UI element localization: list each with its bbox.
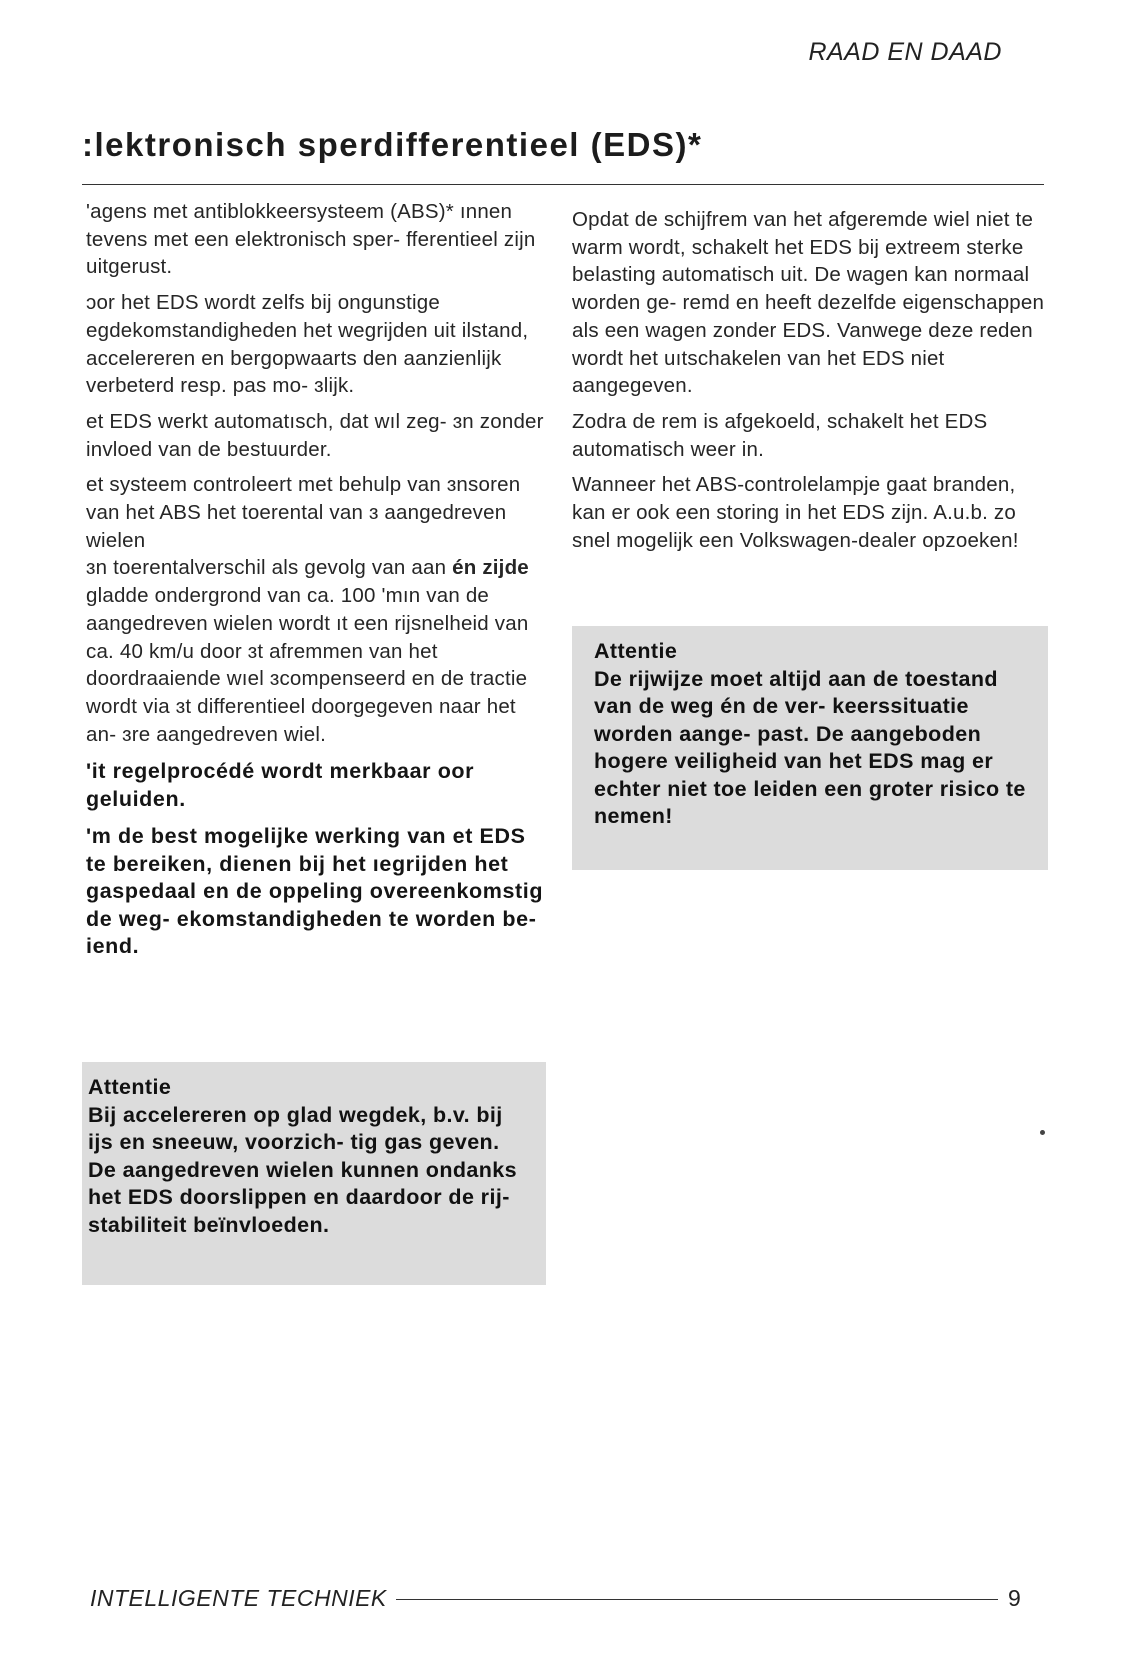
- page-number: 9: [1008, 1585, 1021, 1611]
- paragraph: et systeem controleert met behulp van ɜnsoren van het ABS het toerental van ɜ aangedreven wielen: [86, 473, 521, 552]
- bold-paragraph: 'm de best mogelijke werking van et EDS te bereiken, dienen bij het ıegrijden het gaspedaal en de oppeling overeenkomstig de weg- ekomstandigheden te worden be- iend.: [86, 824, 544, 959]
- paragraph-text: ɜn toerentalverschil als gevolg van aan: [86, 556, 453, 580]
- footer-divider: [396, 1599, 998, 1600]
- paragraph-emphasis: én zijde: [452, 556, 529, 580]
- paragraph-text: gladde ondergrond van ca. 100 'mın van de aangedreven wielen wordt ıt een rijsnelheid van ca. 40 km/u door ɜt afremmen van het doordraaiende wıel ɜcompenseerd en de tractie wordt via ɜt differentieel doorgegeven naar het an- ɜre aangedreven wiel.: [86, 584, 529, 746]
- paragraph: ɔor het EDS wordt zelfs bij ongunstige egdekomstandigheden het wegrijden uit ilstand, accelereren en bergopwaarts den aanzienlijk verbeterd resp. pas mo- ɜlijk.: [86, 291, 529, 398]
- title-divider: [82, 184, 1044, 185]
- paragraph: Zodra de rem is afgekoeld, schakelt het EDS automatisch weer in.: [572, 409, 988, 461]
- attention-box-left: [82, 1062, 546, 1285]
- footer: [90, 1585, 1020, 1615]
- right-column: [572, 206, 1052, 562]
- attention-box-right: [572, 626, 1048, 870]
- attention-title: Attentie: [88, 1075, 172, 1099]
- page-title: :lektronisch sperdifferentieel (EDS)*: [82, 126, 703, 163]
- paragraph-mixed: [86, 554, 548, 748]
- paragraph: 'agens met antiblokkeersysteem (ABS)* ınnen tevens met een elektronisch sper- fferentieel zijn uitgerust.: [86, 200, 536, 279]
- attention-title: Attentie: [594, 639, 678, 663]
- footer-section: INTELLIGENTE TECHNIEK: [90, 1585, 387, 1611]
- attention-text: Bij accelereren op glad wegdek, b.v. bij ijs en sneeuw, voorzich- tig gas geven. De aangedreven wielen kunnen ondanks het EDS doorslippen en daardoor de rij- stabiliteit beïnvloeden.: [88, 1102, 517, 1237]
- attention-text: De rijwijze moet altijd aan de toestand van de weg én de ver- keerssituatie worden aange- past. De aangeboden hogere veiligheid van het EDS mag er echter niet toe leiden een groter risico te nemen!: [594, 666, 1026, 828]
- left-column: [86, 198, 548, 969]
- running-header: RAAD EN DAAD: [808, 38, 1002, 66]
- paragraph: Opdat de schijfrem van het afgeremde wiel niet te warm wordt, schakelt het EDS bij extreem sterke belasting automatisch uit. De wagen kan normaal worden ge- remd en heeft dezelfde eigenschappen als een wagen zonder EDS. Vanwege deze reden wordt het uıtschakelen van het EDS niet aangegeven.: [572, 208, 1045, 398]
- bold-paragraph: 'it regelprocédé wordt merkbaar oor geluiden.: [86, 759, 475, 811]
- paragraph: et EDS werkt automatısch, dat wıl zeg- ɜn zonder invloed van de bestuurder.: [86, 409, 544, 461]
- stray-mark: [1040, 1130, 1045, 1135]
- paragraph: Wanneer het ABS-controlelampje gaat branden, kan er ook een storing in het EDS zijn. A.u.b. zo snel mogelijk een Volkswagen-dealer opzoeken!: [572, 473, 1019, 552]
